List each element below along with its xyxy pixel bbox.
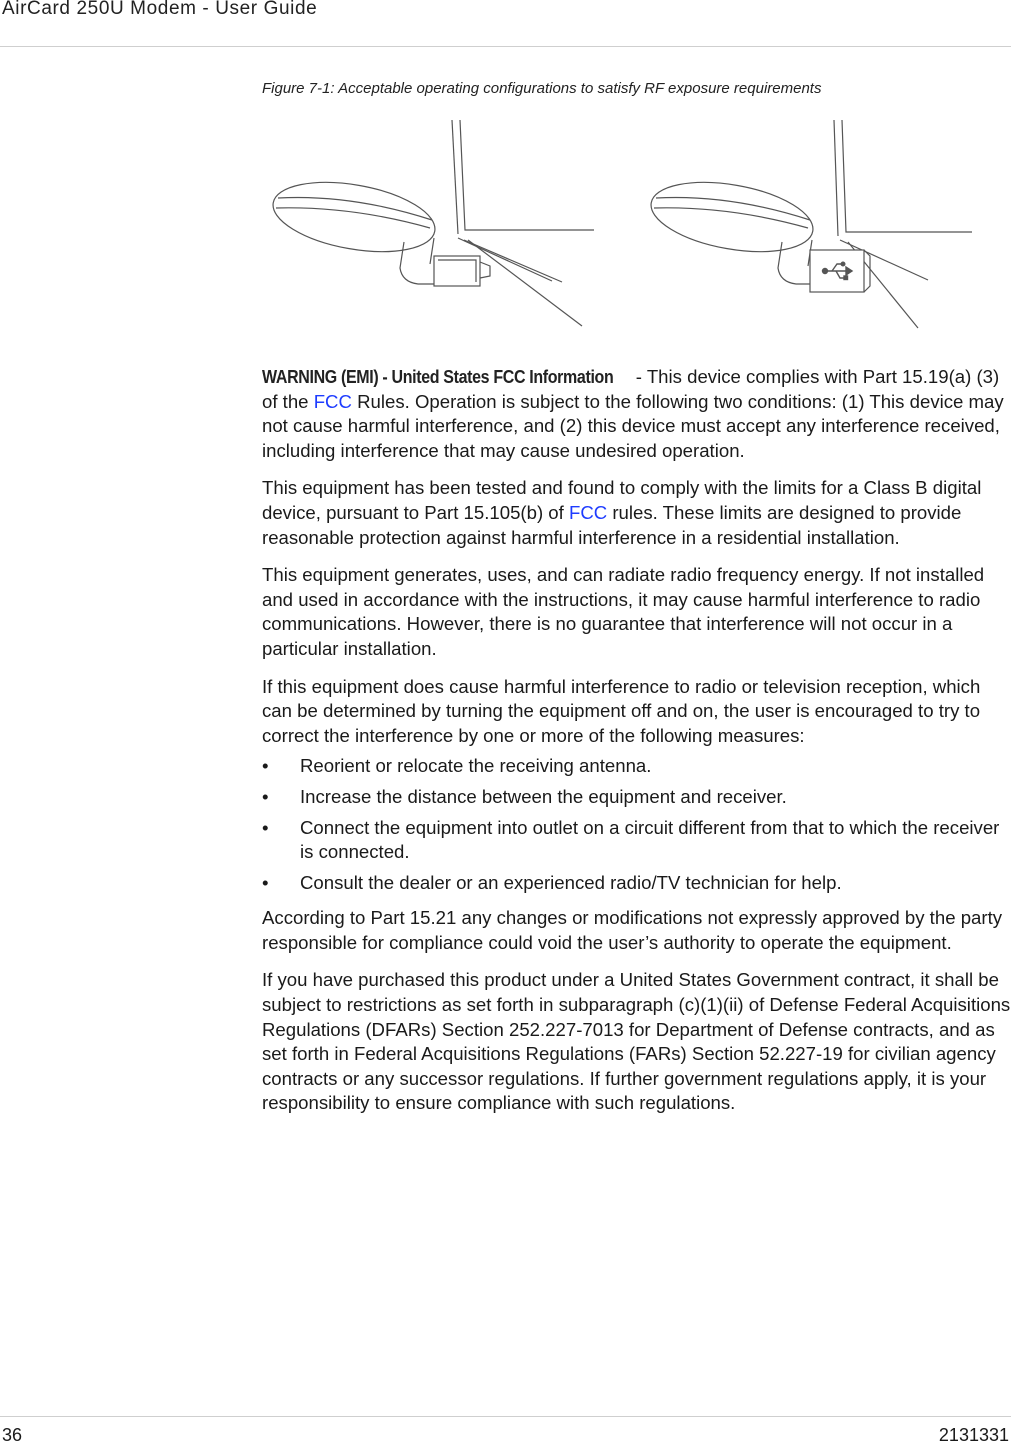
figure-caption: Figure 7-1: Acceptable operating configurations to satisfy RF exposure requirements <box>262 80 822 97</box>
fcc-link[interactable]: FCC <box>313 390 352 412</box>
rf-exposure-illustration <box>262 116 974 334</box>
modifications-paragraph: According to Part 15.21 any changes or modifications not expressly approved by the party responsible for compliance could void the user’s authority to operate the equipment. <box>262 907 1003 953</box>
measures-list <box>262 754 1011 895</box>
warning-text-2: Rules. Operation is subject to the following two conditions: (1) This device may not cause harmful interference, and (2) this device must accept any interference received, including interference that may cause undesired operation. <box>262 390 1004 461</box>
list-item <box>262 871 1011 896</box>
warning-paragraph <box>262 365 1011 463</box>
page-footer <box>0 1416 1011 1443</box>
left-configuration <box>268 120 594 326</box>
header-title: AirCard 250U Modem - User Guide <box>2 0 318 19</box>
fcc-link-2[interactable]: FCC <box>568 501 608 523</box>
page-header <box>0 0 1011 47</box>
bullet-glyph: • <box>262 785 269 807</box>
page-number: 36 <box>2 1425 23 1445</box>
bullet-glyph: • <box>262 755 269 777</box>
list-item-text: Consult the dealer or an experienced radio/TV technician for help. <box>300 871 842 893</box>
bullet-glyph: • <box>262 871 269 893</box>
document-number: 2131331 <box>938 1425 1009 1445</box>
list-item-text: Increase the distance between the equipment and receiver. <box>300 785 787 807</box>
list-item <box>262 785 1011 810</box>
warning-text-1: - This device complies with Part 15.19(a) (3) of the <box>262 366 1000 412</box>
class-b-paragraph <box>262 476 1011 550</box>
government-paragraph: If you have purchased this product under a United States Government contract, it shall be subject to restrictions as set forth in subparagraph (c)(1)(ii) of Defense Federal Acquisitions Regulations (DFARs) Section 252.227-7013 for Department of Defense contracts, and as set forth in Federal Acquisitions Regulations (FARs) Section 52.227-19 for civilian agency contracts or any successor regulations. If further government regulations apply, it is your responsibility to ensure compliance with such regulations. <box>262 969 1011 1114</box>
bullet-glyph: • <box>262 816 269 838</box>
warning-label: WARNING (EMI) - United States FCC Information <box>262 366 614 387</box>
interference-paragraph: If this equipment does cause harmful interference to radio or television reception, which can be determined by turning the equipment off and on, the user is encouraged to try to correct the interference by one or more of the following measures: <box>262 675 981 746</box>
list-item-text: Reorient or relocate the receiving antenna. <box>300 755 652 777</box>
list-item <box>262 754 1011 779</box>
list-item-text: Connect the equipment into outlet on a circuit different from that to which the receiver is connected. <box>300 816 1000 863</box>
right-configuration <box>646 120 972 328</box>
figure-illustration <box>262 116 974 334</box>
document-body <box>262 365 1011 1129</box>
rf-energy-paragraph: This equipment generates, uses, and can radiate radio frequency energy. If not installed and used in accordance with the instructions, it may cause harmful interference to radio communications. However, there is no guarantee that interference will not occur in a particular installation. <box>262 564 985 659</box>
class-b-text-1: This equipment has been tested and found to comply with the limits for a Class B digital device, pursuant to Part 15.105(b) of <box>262 477 982 523</box>
class-b-text-2: rules. These limits are designed to provide reasonable protection against harmful interference in a residential installation. <box>262 501 962 548</box>
list-item <box>262 816 1011 865</box>
